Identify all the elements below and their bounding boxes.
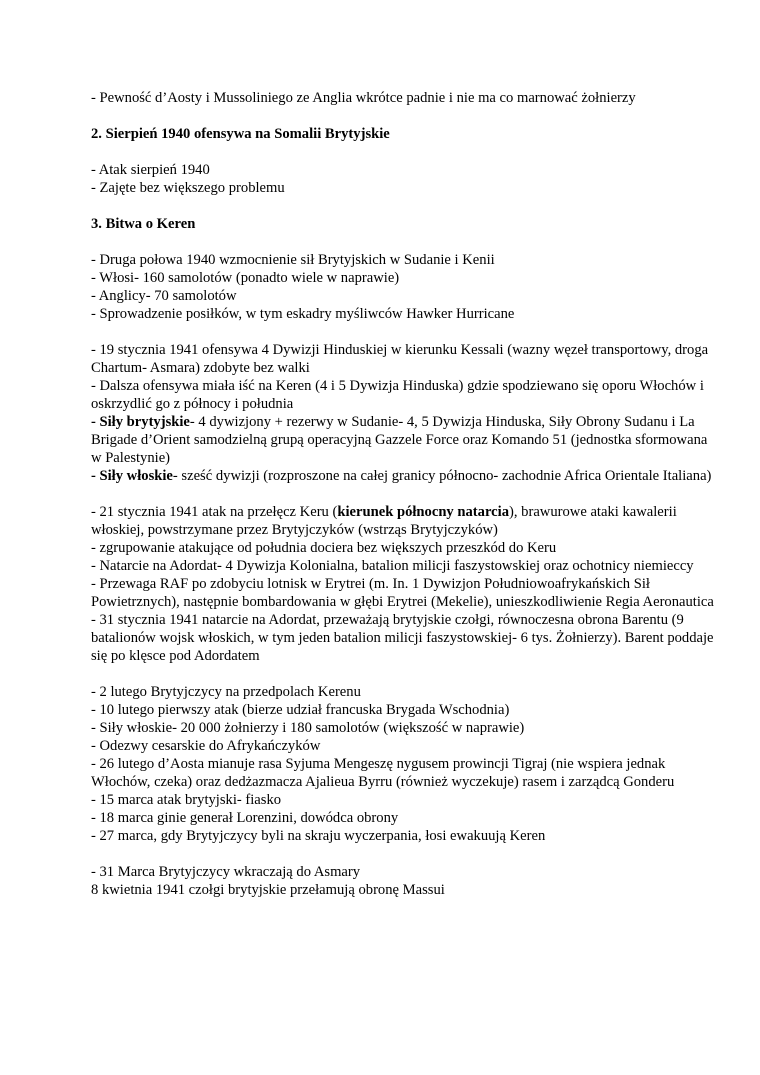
section-heading-2: 2. Sierpień 1940 ofensywa na Somalii Brytyjskie [91,126,390,142]
list-item: - 15 marca atak brytyjski- fiasko [91,792,282,808]
spacer [91,143,720,161]
bold-label: - Siły brytyjskie [91,414,190,430]
list-item: - 2 lutego Brytyjczycy na przedpolach Kerenu [91,684,361,700]
list-item: - Atak sierpień 1940 [91,162,210,178]
paragraph-text: - sześć dywizji (rozproszone na całej granicy północno- zachodnie Africa Orientale Italiana) [172,468,712,484]
list-item: - Włosi- 160 samolotów (ponadto wiele w naprawie) [91,270,400,286]
list-item: - Sprowadzenie posiłków, w tym eskadry myśliwców Hawker Hurricane [91,306,515,322]
intro-line: - Pewność d’Aosty i Mussoliniego ze Anglia wkrótce padnie i nie ma co marnować żołnierzy [91,90,636,106]
list-item: - Zajęte bez większego problemu [91,180,285,196]
bold-label: - Siły włoskie [91,468,173,484]
paragraph [91,413,720,467]
spacer [91,323,720,341]
list-item: - 18 marca ginie generał Lorenzini, dowódca obrony [91,810,399,826]
section-heading-3: 3. Bitwa o Keren [91,216,196,232]
paragraph [91,503,720,539]
paragraph: - Dalsza ofensywa miała iść na Keren (4 i 5 Dywizja Hinduska) gdzie spodziewano się oporu Włochów i oskrzydlić go z północy i południa [91,378,704,412]
bold-label: kierunek północny natarcia [337,504,509,520]
list-item: - 26 lutego d’Aosta mianuje rasa Syjuma Mengeszę nygusem prowincji Tigraj (nie wspiera jednak Włochów, czeka) oraz dedżazmacza Ajalieua Byrru (również wyczekuje) rasem i zarządcą Gonderu [91,756,675,790]
paragraph-text: ), brawurowe ataki kawalerii włoskiej, powstrzymane przez Brytyjczyków (wstrząs Brytyjczyków) [91,504,677,538]
spacer [91,197,720,215]
paragraph-text: - 21 stycznia 1941 atak na przełęcz Keru ( [91,504,338,520]
spacer [91,845,720,863]
list-item: 8 kwietnia 1941 czołgi brytyjskie przełamują obronę Massui [91,882,445,898]
spacer [91,485,720,503]
spacer [91,233,720,251]
paragraph: - Przewaga RAF po zdobyciu lotnisk w Erytrei (m. In. 1 Dywizjon Południowoafrykańskich Sił Powietrznych), następnie bombardowania w głębi Erytrei (Mekelie), unieszkodliwienie Regia Aeronautica [91,576,714,610]
list-item: - 31 Marca Brytyjczycy wkraczają do Asmary [91,864,361,880]
spacer [91,107,720,125]
paragraph: - 19 stycznia 1941 ofensywa 4 Dywizji Hinduskiej w kierunku Kessali (wazny węzeł transportowy, droga Chartum- Asmara) zdobyte bez walki [91,342,709,376]
list-item: - 10 lutego pierwszy atak (bierze udział francuska Brygada Wschodnia) [91,702,510,718]
list-item: - Anglicy- 70 samolotów [91,288,237,304]
list-item: - 27 marca, gdy Brytyjczycy byli na skraju wyczerpania, łosi ewakuują Keren [91,828,546,844]
list-item: - Druga połowa 1940 wzmocnienie sił Brytyjskich w Sudanie i Kenii [91,252,495,268]
paragraph: - zgrupowanie atakujące od południa dociera bez większych przeszkód do Keru [91,540,557,556]
paragraph [91,467,720,485]
spacer [91,665,720,683]
paragraph-text: - 4 dywizjony + rezerwy w Sudanie- 4, 5 Dywizja Hinduska, Siły Obrony Sudanu i La Brigade d’Orient samodzielną grupą operacyjną Gazzele Force oraz Komando 51 (jednostka sformowana w Palestynie) [91,414,708,466]
list-item: - Siły włoskie- 20 000 żołnierzy i 180 samolotów (większość w naprawie) [91,720,525,736]
list-item: - Odezwy cesarskie do Afrykańczyków [91,738,321,754]
paragraph: - 31 stycznia 1941 natarcie na Adordat, przeważają brytyjskie czołgi, równoczesna obrona Barentu (9 batalionów wojsk włoskich, w tym jeden batalion milicji faszystowskiej- 6 tys. Żołnierzy). Barent poddaje się po klęsce pod Adordatem [91,612,714,664]
paragraph: - Natarcie na Adordat- 4 Dywizja Kolonialna, batalion milicji faszystowskiej oraz ochotnicy niemieccy [91,558,694,574]
